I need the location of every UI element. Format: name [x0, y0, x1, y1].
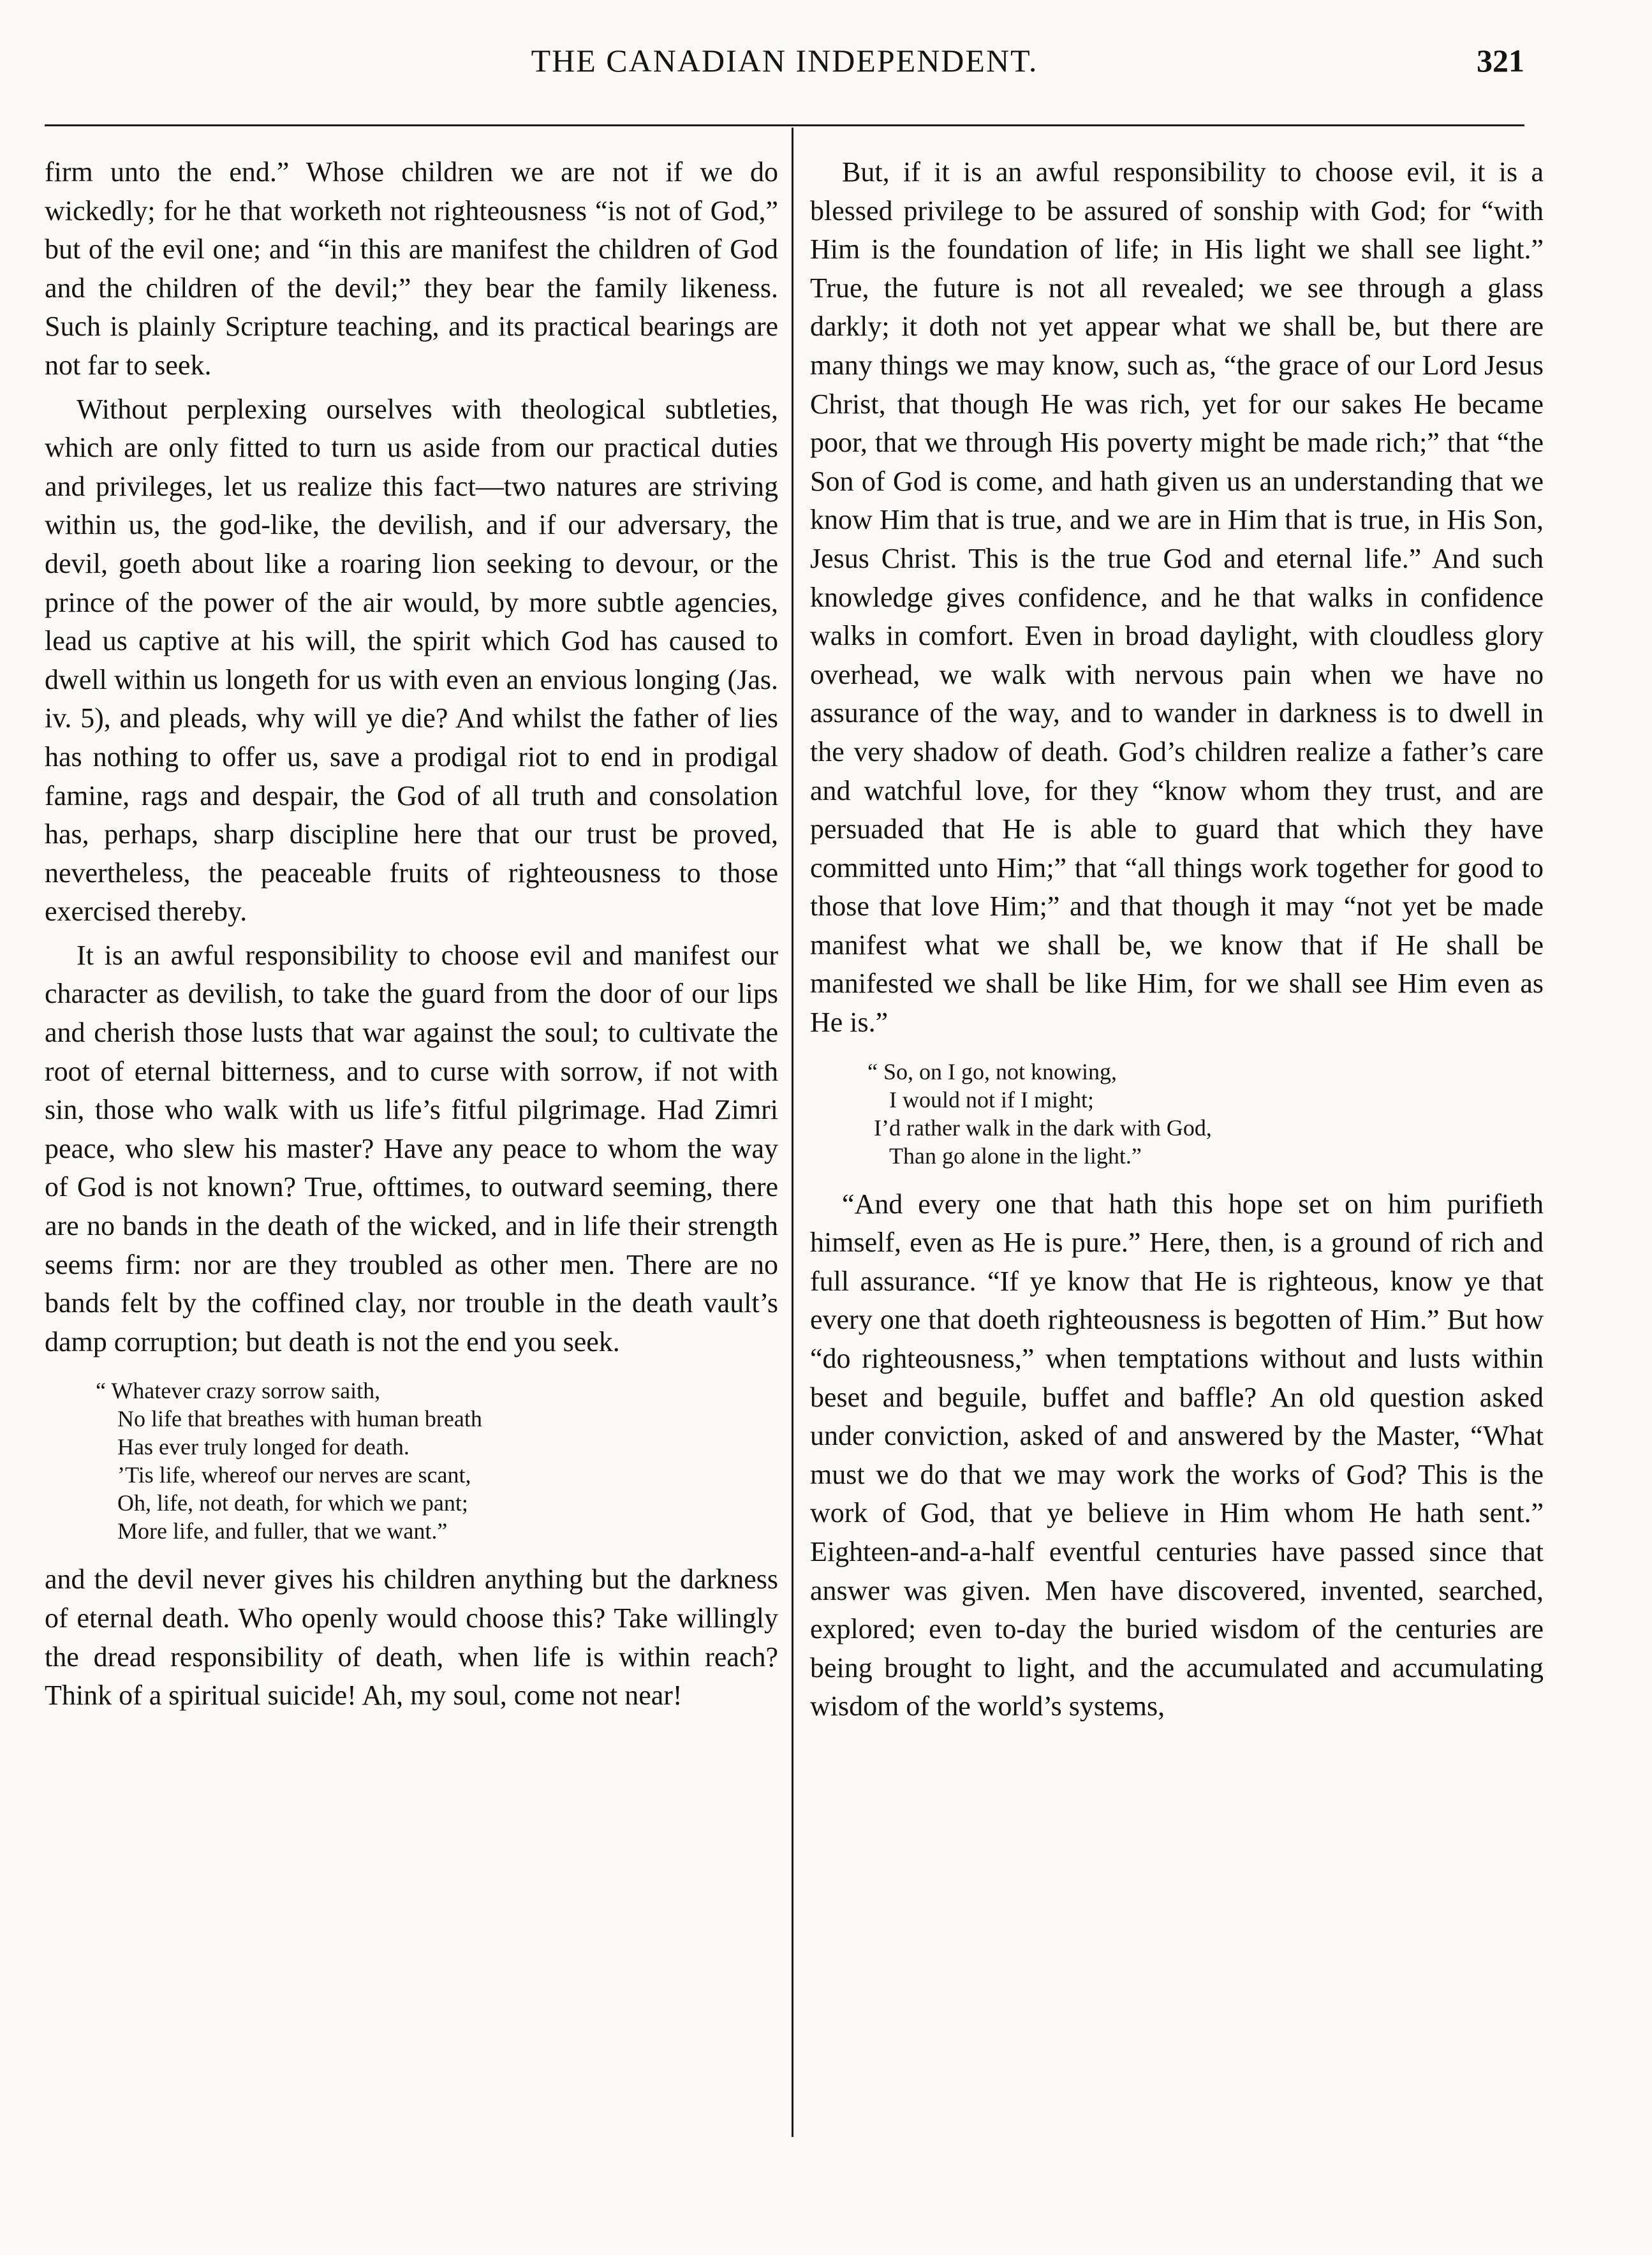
left-paragraph-2: Without perplexing ourselves with theological subtleties, which are only fitted to turn us aside from our practical duties and privileges, let us realize this fact—two natures are striving within us, the god-like, the devilish, and if our adversary, the devil, goeth about like a roaring lion seeking to devour, or the prince of the power of the air would, by more subtle agencies, lead us captive at his will, the spirit which God has caused to dwell within us longeth for us with even an envious longing (Jas. iv. 5), and pleads, why will ye die? And whilst the father of lies has nothing to offer us, save a prodigal riot to end in prodigal famine, rags and despair, the God of all truth and consolation has, perhaps, sharp discipline here that our trust be proved, nevertheless, the peaceable fruits of righteousness to those exercised thereby.	[45, 393, 778, 928]
right-paragraph-2: “And every one that hath this hope set on him purifieth himself, even as He is pure.” Here, then, is a ground of rich and full assurance. “If ye know that He is righteous, know ye that every one that doeth righteousness is begotten of Him.” But how “do righteousness,” when temptations without and lusts within beset and beguile, buffet and baffle? An old question asked under conviction, asked of and answered by the Master, “What must we do that we may work the works of God? This is the work of God, that ye believe in Him whom He hath sent.” Eighteen-and-a-half eventful centuries have passed since that answer was given. Men have discovered, invented, searched, explored; even to-day the buried wisdom of the centuries are being brought to light, and the accumulated and accumulating wisdom of the world’s systems,	[810, 1188, 1544, 1722]
left-paragraph-3: It is an awful responsibility to choose evil and manifest our character as devilish, to take the guard from the door of our lips and cherish those lusts that war against the soul; to cultivate the root of eternal bitterness, and to curse with sorrow, if not with sin, those who walk with us life’s fitful pilgrimage. Had Zimri peace, who slew his master? Have any peace to whom the way of God is not known? True, ofttimes, to outward seeming, there are no bands in the death of the wicked, and in life their strength seems firm: nor are they troubled as other men. There are no bands felt by the coffined clay, nor trouble in the death vault’s damp corruption; but death is not the end you seek.	[45, 939, 778, 1357]
poem-line: More life, and fuller, that we want.”	[117, 1518, 448, 1544]
poem-line: I’d rather walk in the dark with God,	[874, 1114, 1212, 1141]
running-title: THE CANADIAN INDEPENDENT.	[531, 43, 1038, 78]
poem-line: “ Whatever crazy sorrow saith,	[96, 1378, 381, 1404]
poem-line: “ So, on I go, not knowing,	[867, 1058, 1117, 1084]
page-number: 321	[1477, 43, 1524, 78]
right-poem	[867, 1058, 1544, 1170]
left-poem	[96, 1377, 778, 1545]
poem-line: Than go alone in the light.”	[889, 1142, 1142, 1169]
right-column	[810, 153, 1544, 2143]
left-paragraph-4: and the devil never gives his children anything but the darkness of eternal death. Who openly would choose this? Take willingly the dread responsibility of death, when life is within reach? Think of a spiritual suicide! Ah, my soul, come not near!	[45, 1564, 778, 1712]
poem-line: No life that breathes with human breath	[117, 1406, 482, 1432]
poem-line: I would not if I might;	[889, 1086, 1094, 1113]
poem-line: Has ever truly longed for death.	[117, 1434, 409, 1460]
page-header	[45, 38, 1524, 97]
poem-line: ’Tis life, whereof our nerves are scant,	[117, 1462, 471, 1488]
left-paragraph-1: firm unto the end.” Whose children we are not if we do wickedly; for he that worketh not righteousness “is not of God,” but of the evil one; and “in this are manifest the children of God and the children of the devil;” they bear the family likeness. Such is plainly Scripture teaching, and its practical bearings are not far to seek.	[45, 156, 778, 381]
left-column	[45, 153, 778, 2143]
column-divider	[792, 128, 793, 2137]
poem-line: Oh, life, not death, for which we pant;	[117, 1490, 468, 1516]
right-paragraph-1: But, if it is an awful responsibility to choose evil, it is a blessed privilege to be assured of sonship with God; for “with Him is the foundation of life; in His light we shall see light.” True, the future is not all revealed; we see through a glass darkly; it doth not yet appear what we shall be, but there are many things we may know, such as, “the grace of our Lord Jesus Christ, that though He was rich, yet for our sakes He became poor, that we through His poverty might be made rich;” that “the Son of God is come, and hath given us an understanding that we know Him that is true, and we are in Him that is true, in His Son, Jesus Christ. This is the true God and eternal life.” And such knowledge gives confidence, and he that walks in confidence walks in comfort. Even in broad daylight, with cloudless glory overhead, we walk with nervous pain when we have no assurance of the way, and to wander in darkness is to dwell in the very shadow of death. God’s children realize a father’s care and watchful love, for they “know whom they trust, and are persuaded that He is able to guard that which they have committed unto Him;” that “all things work together for good to those that love Him;” and that though it may “not yet be made manifest what we shall be, we know that if He shall be manifested we shall be like Him, for we shall see Him even as He is.”	[810, 156, 1544, 1039]
header-rule	[45, 124, 1524, 126]
